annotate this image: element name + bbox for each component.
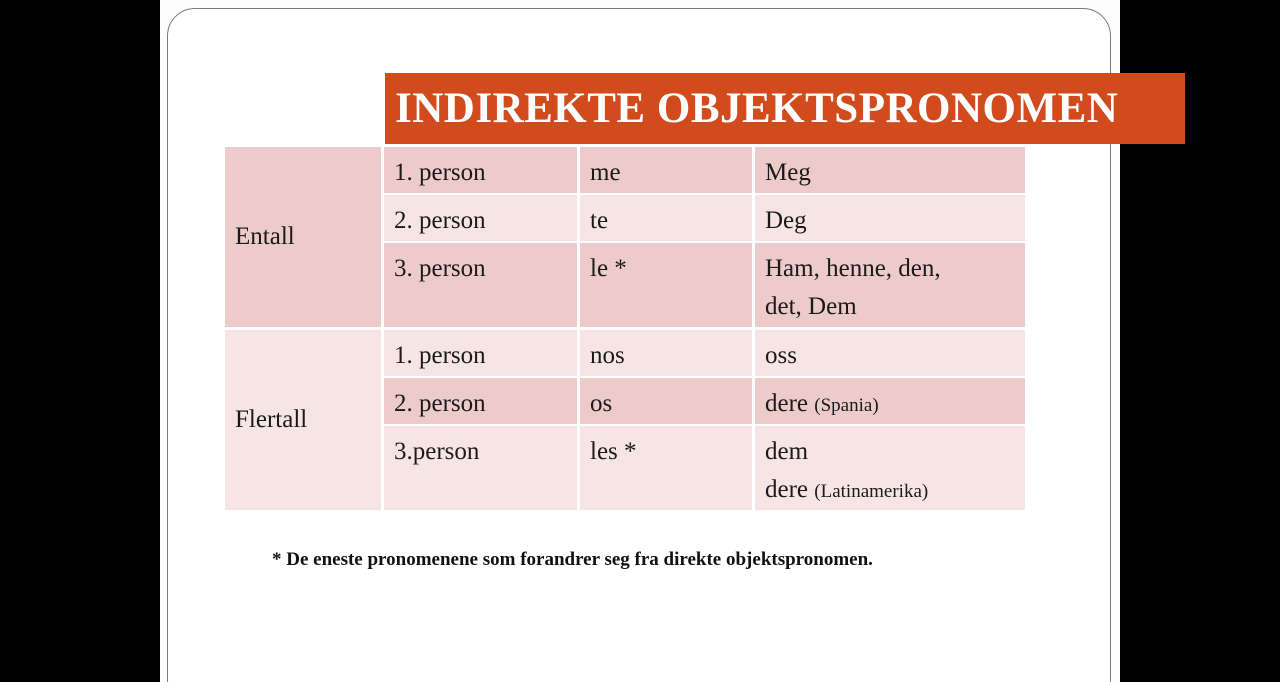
person-cell: 1. person [394, 159, 486, 186]
person-cell: 2. person [394, 390, 486, 417]
spanish-cell: me [590, 159, 621, 186]
table-row-cell [580, 378, 752, 424]
norwegian-cell-line2: det, Dem [765, 293, 857, 320]
pronoun-table [225, 147, 1025, 510]
table-row-cell [384, 330, 577, 376]
norwegian-cell: oss [765, 342, 797, 369]
group-label-entall [225, 147, 381, 327]
person-cell: 2. person [394, 207, 486, 234]
table-row-cell [580, 243, 752, 327]
group-label-text: Flertall [235, 406, 308, 433]
table-row-cell [755, 426, 1025, 510]
person-cell: 3.person [394, 438, 480, 465]
table-row-cell [755, 147, 1025, 193]
person-cell: 3. person [394, 255, 486, 282]
spanish-cell: nos [590, 342, 625, 369]
norwegian-cell-note: (Latinamerika) [814, 481, 929, 502]
table-row-cell [755, 195, 1025, 241]
spanish-cell: le * [590, 255, 627, 282]
table-row-cell [384, 243, 577, 327]
table-row-cell [384, 195, 577, 241]
spanish-cell: les * [590, 438, 637, 465]
person-cell: 1. person [394, 342, 486, 369]
table-row-cell [580, 195, 752, 241]
spanish-cell: te [590, 207, 609, 234]
table-row-cell [755, 330, 1025, 376]
table-row-cell [384, 378, 577, 424]
norwegian-cell: dere [765, 390, 809, 417]
slide-title-text: INDIREKTE OBJEKTSPRONOMEN [395, 85, 1119, 132]
group-label-text: Entall [235, 223, 295, 250]
group-label-flertall [225, 330, 381, 510]
table-row-cell [755, 243, 1025, 327]
spanish-cell: os [590, 390, 613, 417]
norwegian-cell: Deg [765, 207, 807, 234]
table-row-cell [384, 426, 577, 510]
norwegian-cell-line2 [765, 471, 1025, 511]
norwegian-cell-line1: Ham, henne, den, [765, 255, 941, 282]
table-row-cell [580, 426, 752, 510]
norwegian-cell: Meg [765, 159, 811, 186]
norwegian-cell-note: (Spania) [814, 395, 879, 416]
table-row-cell [580, 330, 752, 376]
norwegian-cell-line2-text: dere [765, 476, 809, 503]
footnote: * De eneste pronomenene som forandrer seg fra direkte objektspronomen. [272, 549, 873, 570]
table-row-cell [580, 147, 752, 193]
norwegian-cell-line1: dem [765, 438, 809, 465]
table-row-cell [755, 378, 1025, 424]
slide-title [385, 73, 1185, 144]
table-row-cell [384, 147, 577, 193]
